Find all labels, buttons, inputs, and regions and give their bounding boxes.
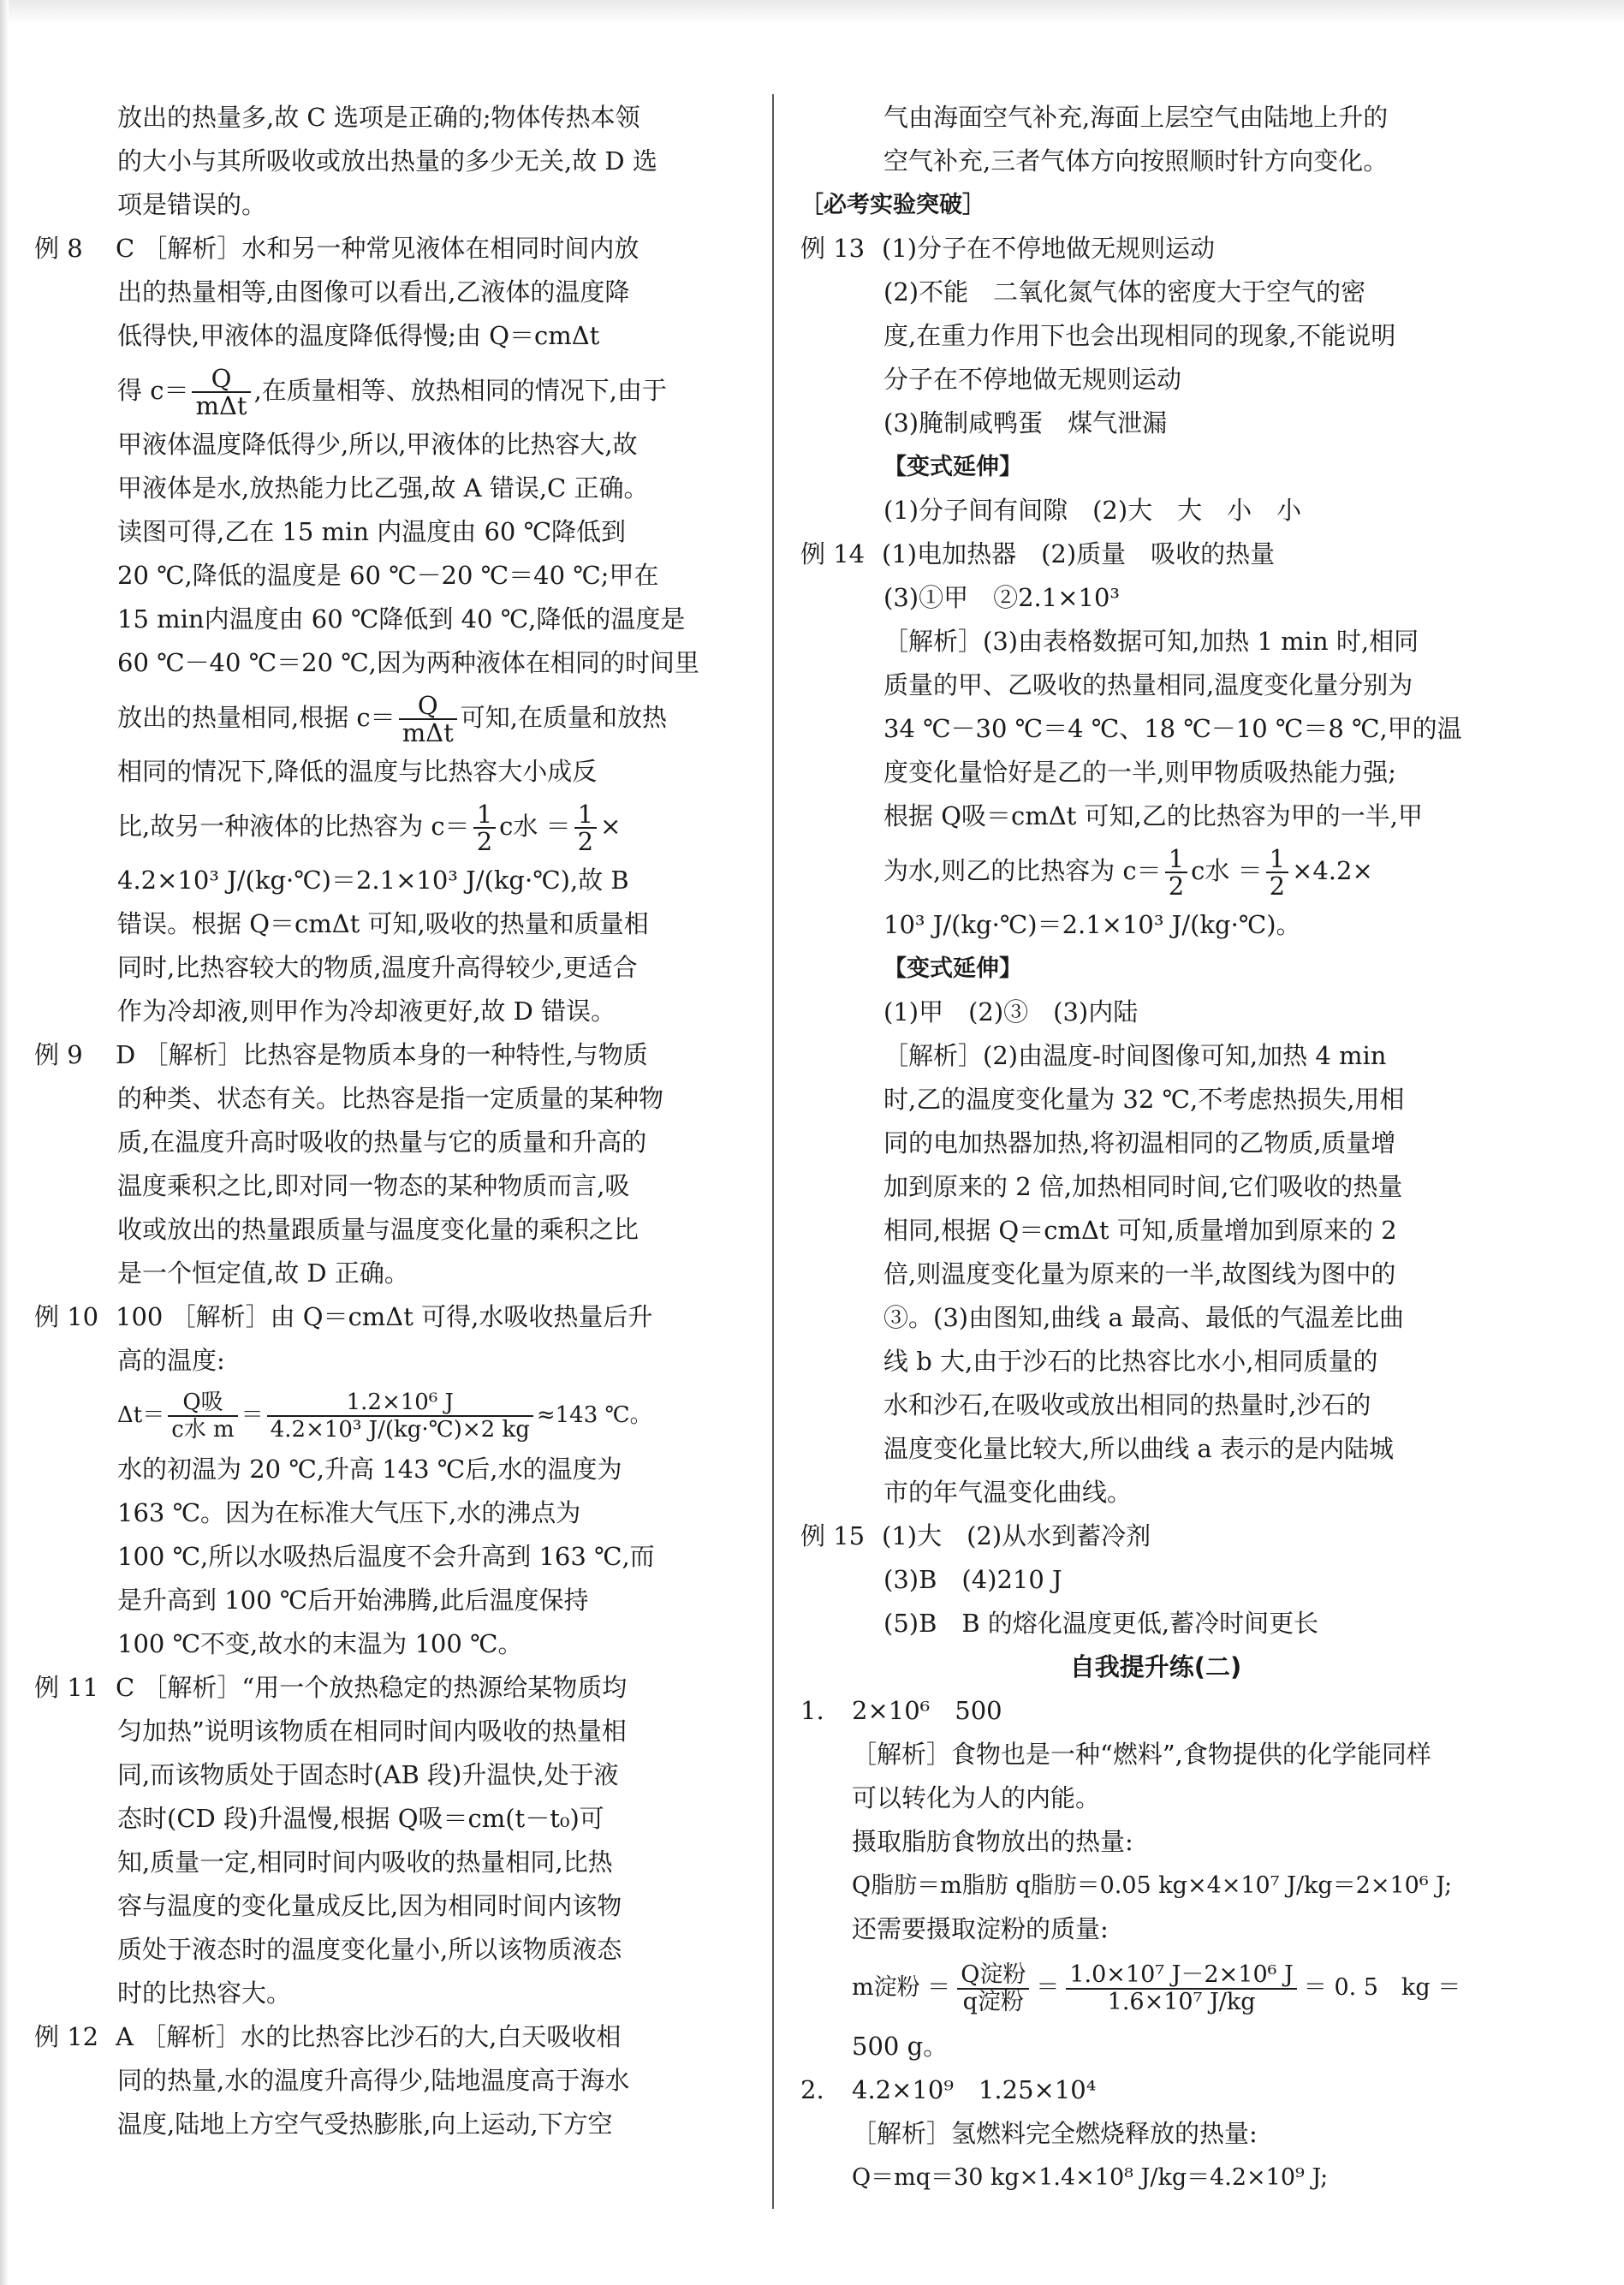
text-line: 水和沙石,在吸收或放出相同的热量时,沙石的 [883,1390,1371,1419]
text-line: 是升高到 100 ℃后开始沸腾,此后温度保持 [117,1586,589,1615]
text-line: (5)B B 的熔化温度更低,蓄冷时间更长 [883,1609,1319,1638]
text-line: 收或放出的热量跟质量与温度变化量的乘积之比 [117,1215,639,1244]
text-line: 出的热量相等,由图像可以看出,乙液体的温度降 [117,277,630,306]
text-line: ③。(3)由图知,曲线 a 最高、最低的气温差比曲 [883,1303,1405,1332]
fraction-numerator: 1.0×10⁷ J－2×10⁶ J [1066,1962,1297,1990]
fraction-numerator: Q吸 [168,1389,237,1417]
section-title: ［必考实验突破］ [800,192,985,218]
fraction-numerator: 1 [1266,846,1288,873]
text-line: 的大小与其所吸收或放出热量的多少无关,故 D 选 [117,146,657,176]
text-line: 同的电加热器加热,将初温相同的乙物质,质量增 [883,1128,1396,1157]
question-label: 2. [800,2075,824,2104]
extension-tag: 【变式延伸】 [883,454,1022,480]
example-label: 例 15 [800,1521,866,1550]
text-line: 高的温度: [117,1346,225,1375]
text-line: C ［解析］“用一个放热稳定的热源给某物质均 [116,1673,628,1702]
formula-text: 可知,在质量和放热 [460,703,668,732]
example-13 [800,227,1511,271]
text-line: 是一个恒定值,故 D 正确。 [117,1259,409,1288]
text-line: 相同的情况下,降低的温度与比热容大小成反 [117,757,598,786]
fraction [1066,1962,1297,2015]
example-label: 例 14 [800,539,866,568]
practice-title: 自我提升练(二) [1069,1652,1242,1681]
text-line: 质,在温度升高时吸收的热量与它的质量和升高的 [117,1128,647,1157]
formula-text: × [600,812,622,841]
fraction [1165,846,1187,899]
text-line: 4.2×10³ J/(kg·℃)＝2.1×10³ J/(kg·℃),故 B [117,866,629,895]
scan-edge-top [0,0,1624,24]
text-line: (1)分子在不停地做无规则运动 [882,234,1216,263]
scan-edge-left [0,0,9,2285]
text-line: 同,而该物质处于固态时(AB 段)升温快,处于液 [117,1760,619,1789]
text-line: 100 ℃,所以水吸热后温度不会升高到 163 ℃,而 [117,1542,655,1571]
formula-text: ×4.2× [1292,856,1373,885]
text-line: 空气补充,三者气体方向按照顺时针方向变化。 [883,146,1389,176]
text-line: 甲液体是水,放热能力比乙强,故 A 错误,C 正确。 [117,473,649,503]
example-9 [34,1033,745,1077]
formula-line: m淀粉 ＝ Q淀粉 q淀粉 ＝ $\frac{\text{1.0×10⁷ J－2×10⁶ J}}{\text{1.6×10⁷ J/kg}}$ ＝ 0. 5 kg ＝ [852,1961,1461,2015]
formula-text: c水 ＝ [499,812,571,841]
text-line: 60 ℃－40 ℃＝20 ℃,因为两种液体在相同的时间里 [117,648,699,677]
column-divider [772,94,774,2209]
fraction-numerator: Q [399,693,457,720]
text-line: 摄取脂肪食物放出的热量: [852,1827,1133,1856]
text-line: 100 ［解析］由 Q＝cmΔt 可得,水吸收热量后升 [116,1302,653,1331]
text-line: 作为冷却液,则甲作为冷却液更好,故 D 错误。 [117,997,616,1026]
text-line: (1)分子间有间隙 (2)大 大 小 小 [883,496,1302,525]
text-line: 10³ J/(kg·℃)＝2.1×10³ J/(kg·℃)。 [883,910,1301,939]
fraction-denominator: c水 m [171,1417,235,1443]
text-line: 15 min内温度由 60 ℃降低到 40 ℃,降低的温度是 [117,604,686,634]
text-line: 读图可得,乙在 15 min 内温度由 60 ℃降低到 [117,517,627,546]
question-1 [800,1689,1511,1733]
text-line: (1)甲 (2)③ (3)内陆 [883,997,1139,1026]
text-line: 还需要摄取淀粉的质量: [852,1914,1109,1943]
text-line: 时的比热容大。 [117,1979,292,2008]
text-line: 500 g。 [852,2032,949,2061]
text-line: 163 ℃。因为在标准大气压下,水的沸点为 [117,1498,581,1527]
formula-line [34,685,745,750]
text-line: 甲液体温度降低得少,所以,甲液体的比热容大,故 [117,430,638,459]
formula-text: 为水,则乙的比热容为 c＝ [883,856,1162,885]
fraction [1266,846,1288,899]
fraction [267,1389,533,1443]
text-line: 度变化量恰好是乙的一半,则甲物质吸热能力强; [883,758,1396,787]
text-line: ［解析］(3)由表格数据可知,加热 1 min 时,相同 [883,627,1419,656]
text-line: ［解析］(2)由温度-时间图像可知,加热 4 min [883,1041,1387,1070]
text-line: D ［解析］比热容是物质本身的一种特性,与物质 [116,1040,648,1069]
fraction-denominator: 2 [1168,872,1185,901]
example-11 [34,1666,745,1710]
fraction-numerator: 1 [574,801,597,829]
text-line: (2)不能 二氧化氮气体的密度大于空气的密 [883,277,1366,306]
example-14 [800,533,1511,576]
example-12 [34,2015,745,2059]
fraction-denominator: 2 [476,827,493,856]
example-label: 例 12 [34,2022,99,2051]
text-line: (3)腌制咸鸭蛋 煤气泄漏 [883,408,1168,437]
text-line: 匀加热”说明该物质在相同时间内吸收的热量相 [117,1717,627,1746]
text-line: 气由海面空气补充,海面上层空气由陆地上升的 [883,103,1389,132]
formula-line: Δt＝ Q吸 c水 m ＝ $\frac{\text{1.2×10⁶ J}}{\text{4.2×10³ J/(kg·℃)×2 kg}}$ ≈143 ℃。 [117,1389,652,1443]
text-line: ［解析］氢燃料完全燃烧释放的热量: [852,2119,1258,2148]
formula-text: m淀粉 ＝ [852,1974,951,2001]
example-8 [34,227,745,271]
fraction [168,1389,237,1443]
text-line: 知,质量一定,相同时间内吸收的热量相同,比热 [117,1848,613,1877]
text-line: 的种类、状态有关。比热容是指一定质量的某种物 [117,1084,664,1113]
right-column [800,96,1511,2199]
formula-text: ≈143 ℃。 [536,1402,652,1428]
example-label: 例 10 [34,1302,99,1331]
fraction-denominator: mΔt [195,391,247,420]
fraction [574,801,597,854]
text-line: 质处于液态时的温度变化量小,所以该物质液态 [117,1935,622,1964]
formula-line [800,838,1511,903]
text-line: 根据 Q吸＝cmΔt 可知,乙的比热容为甲的一半,甲 [883,801,1423,830]
fraction-numerator: 1 [1165,846,1187,873]
formula-text: ＝ 0. 5 kg ＝ [1303,1974,1461,2001]
text-line: 度,在重力作用下也会出现相同的现象,不能说明 [883,321,1396,350]
fraction-denominator: 1.6×10⁷ J/kg [1107,1988,1256,2015]
left-column [34,96,745,2146]
text-line: 4.2×10⁹ 1.25×10⁴ [852,2075,1097,2104]
fraction [957,1962,1029,2015]
text-line: 线 b 大,由于沙石的比热容比水小,相同质量的 [883,1347,1378,1376]
text-line: 可以转化为人的内能。 [852,1783,1101,1812]
formula-text: 放出的热量相同,根据 c＝ [117,703,396,732]
text-line: 温度变化量比较大,所以曲线 a 表示的是内陆城 [883,1434,1394,1463]
text-line: 低得快,甲液体的温度降低得慢;由 Q＝cmΔt [117,321,600,350]
fraction-denominator: mΔt [402,718,454,747]
text-line: Q＝mq＝30 kg×1.4×10⁸ J/kg＝4.2×10⁹ J; [852,2164,1329,2191]
text-line: 2×10⁶ 500 [852,1696,1002,1725]
text-line: 温度乘积之比,即对同一物态的某种物质而言,吸 [117,1171,630,1200]
text-line: 分子在不停地做无规则运动 [883,365,1182,394]
example-label: 例 11 [34,1673,99,1702]
fraction-numerator: Q [192,366,250,393]
text-line: (3)B (4)210 J [883,1565,1062,1594]
text-line: 质量的甲、乙吸收的热量相同,温度变化量分别为 [883,670,1413,699]
text-line: A ［解析］水的比热容比沙石的大,白天吸收相 [116,2022,622,2051]
text-line: (1)电加热器 (2)质量 吸收的热量 [882,539,1276,568]
fraction-numerator: 1.2×10⁶ J [267,1389,533,1417]
text-line: 容与温度的变化量成反比,因为相同时间内该物 [117,1891,622,1920]
example-label: 例 13 [800,234,866,263]
fraction-denominator: 4.2×10³ J/(kg·℃)×2 kg [270,1417,530,1443]
text-line: 时,乙的温度变化量为 32 ℃,不考虑热损失,用相 [883,1085,1405,1114]
text-line: 放出的热量多,故 C 选项是正确的;物体传热本领 [117,103,640,132]
text-line: 相同,根据 Q＝cmΔt 可知,质量增加到原来的 2 [883,1216,1397,1245]
text-line: 市的年气温变化曲线。 [883,1478,1133,1507]
text-line: 20 ℃,降低的温度是 60 ℃－20 ℃＝40 ℃;甲在 [117,561,659,590]
text-line: Q脂肪＝m脂肪 q脂肪＝0.05 kg×4×10⁷ J/kg＝2×10⁶ J; [852,1872,1453,1899]
fraction-denominator: q淀粉 [962,1988,1024,2015]
example-label: 例 9 [34,1040,83,1069]
text-line: 项是错误的。 [117,190,267,219]
extension-tag: 【变式延伸】 [883,955,1022,982]
text-line: (1)大 (2)从水到蓄冷剂 [882,1521,1151,1550]
text-line: ［解析］食物也是一种“燃料”,食物提供的化学能同样 [852,1740,1431,1769]
text-line: (3)①甲 ②2.1×10³ [883,583,1121,612]
example-label: 例 8 [34,234,83,263]
text-line: 34 ℃－30 ℃＝4 ℃、18 ℃－10 ℃＝8 ℃,甲的温 [883,714,1462,743]
text-line: 加到原来的 2 倍,加热相同时间,它们吸收的热量 [883,1172,1403,1201]
fraction [473,801,496,854]
formula-line [34,794,745,859]
formula-text: Δt＝ [117,1402,165,1428]
example-15 [800,1514,1511,1558]
fraction-numerator: 1 [473,801,496,829]
fraction-numerator: Q淀粉 [957,1962,1029,1990]
formula-text: 得 c＝ [117,376,189,405]
text-line: 同时,比热容较大的物质,温度升高得较少,更适合 [117,953,638,982]
formula-text: ,在质量相等、放热相同的情况下,由于 [253,376,668,405]
fraction-denominator: 2 [1269,872,1286,901]
text-line: 同的热量,水的温度升高得少,陆地温度高于海水 [117,2066,630,2095]
fraction [192,366,250,419]
question-2 [800,2068,1511,2112]
text-line: 倍,则温度变化量为原来的一半,故图线为图中的 [883,1259,1396,1288]
example-10 [34,1295,745,1339]
text-line: 态时(CD 段)升温慢,根据 Q吸＝cm(t－t₀)可 [117,1804,604,1833]
formula-line [34,358,745,423]
text-line: C ［解析］水和另一种常见液体在相同时间内放 [116,234,639,263]
text-line: 错误。根据 Q＝cmΔt 可知,吸收的热量和质量相 [117,909,649,938]
text-line: 水的初温为 20 ℃,升高 143 ℃后,水的温度为 [117,1455,622,1484]
fraction-denominator: 2 [577,827,594,856]
formula-text: c水 ＝ [1191,856,1263,885]
question-label: 1. [800,1696,824,1725]
formula-text: 比,故另一种液体的比热容为 c＝ [117,812,470,841]
text-line: 100 ℃不变,故水的末温为 100 ℃。 [117,1629,523,1658]
fraction [399,693,457,746]
text-line: 温度,陆地上方空气受热膨胀,向上运动,下方空 [117,2109,613,2139]
